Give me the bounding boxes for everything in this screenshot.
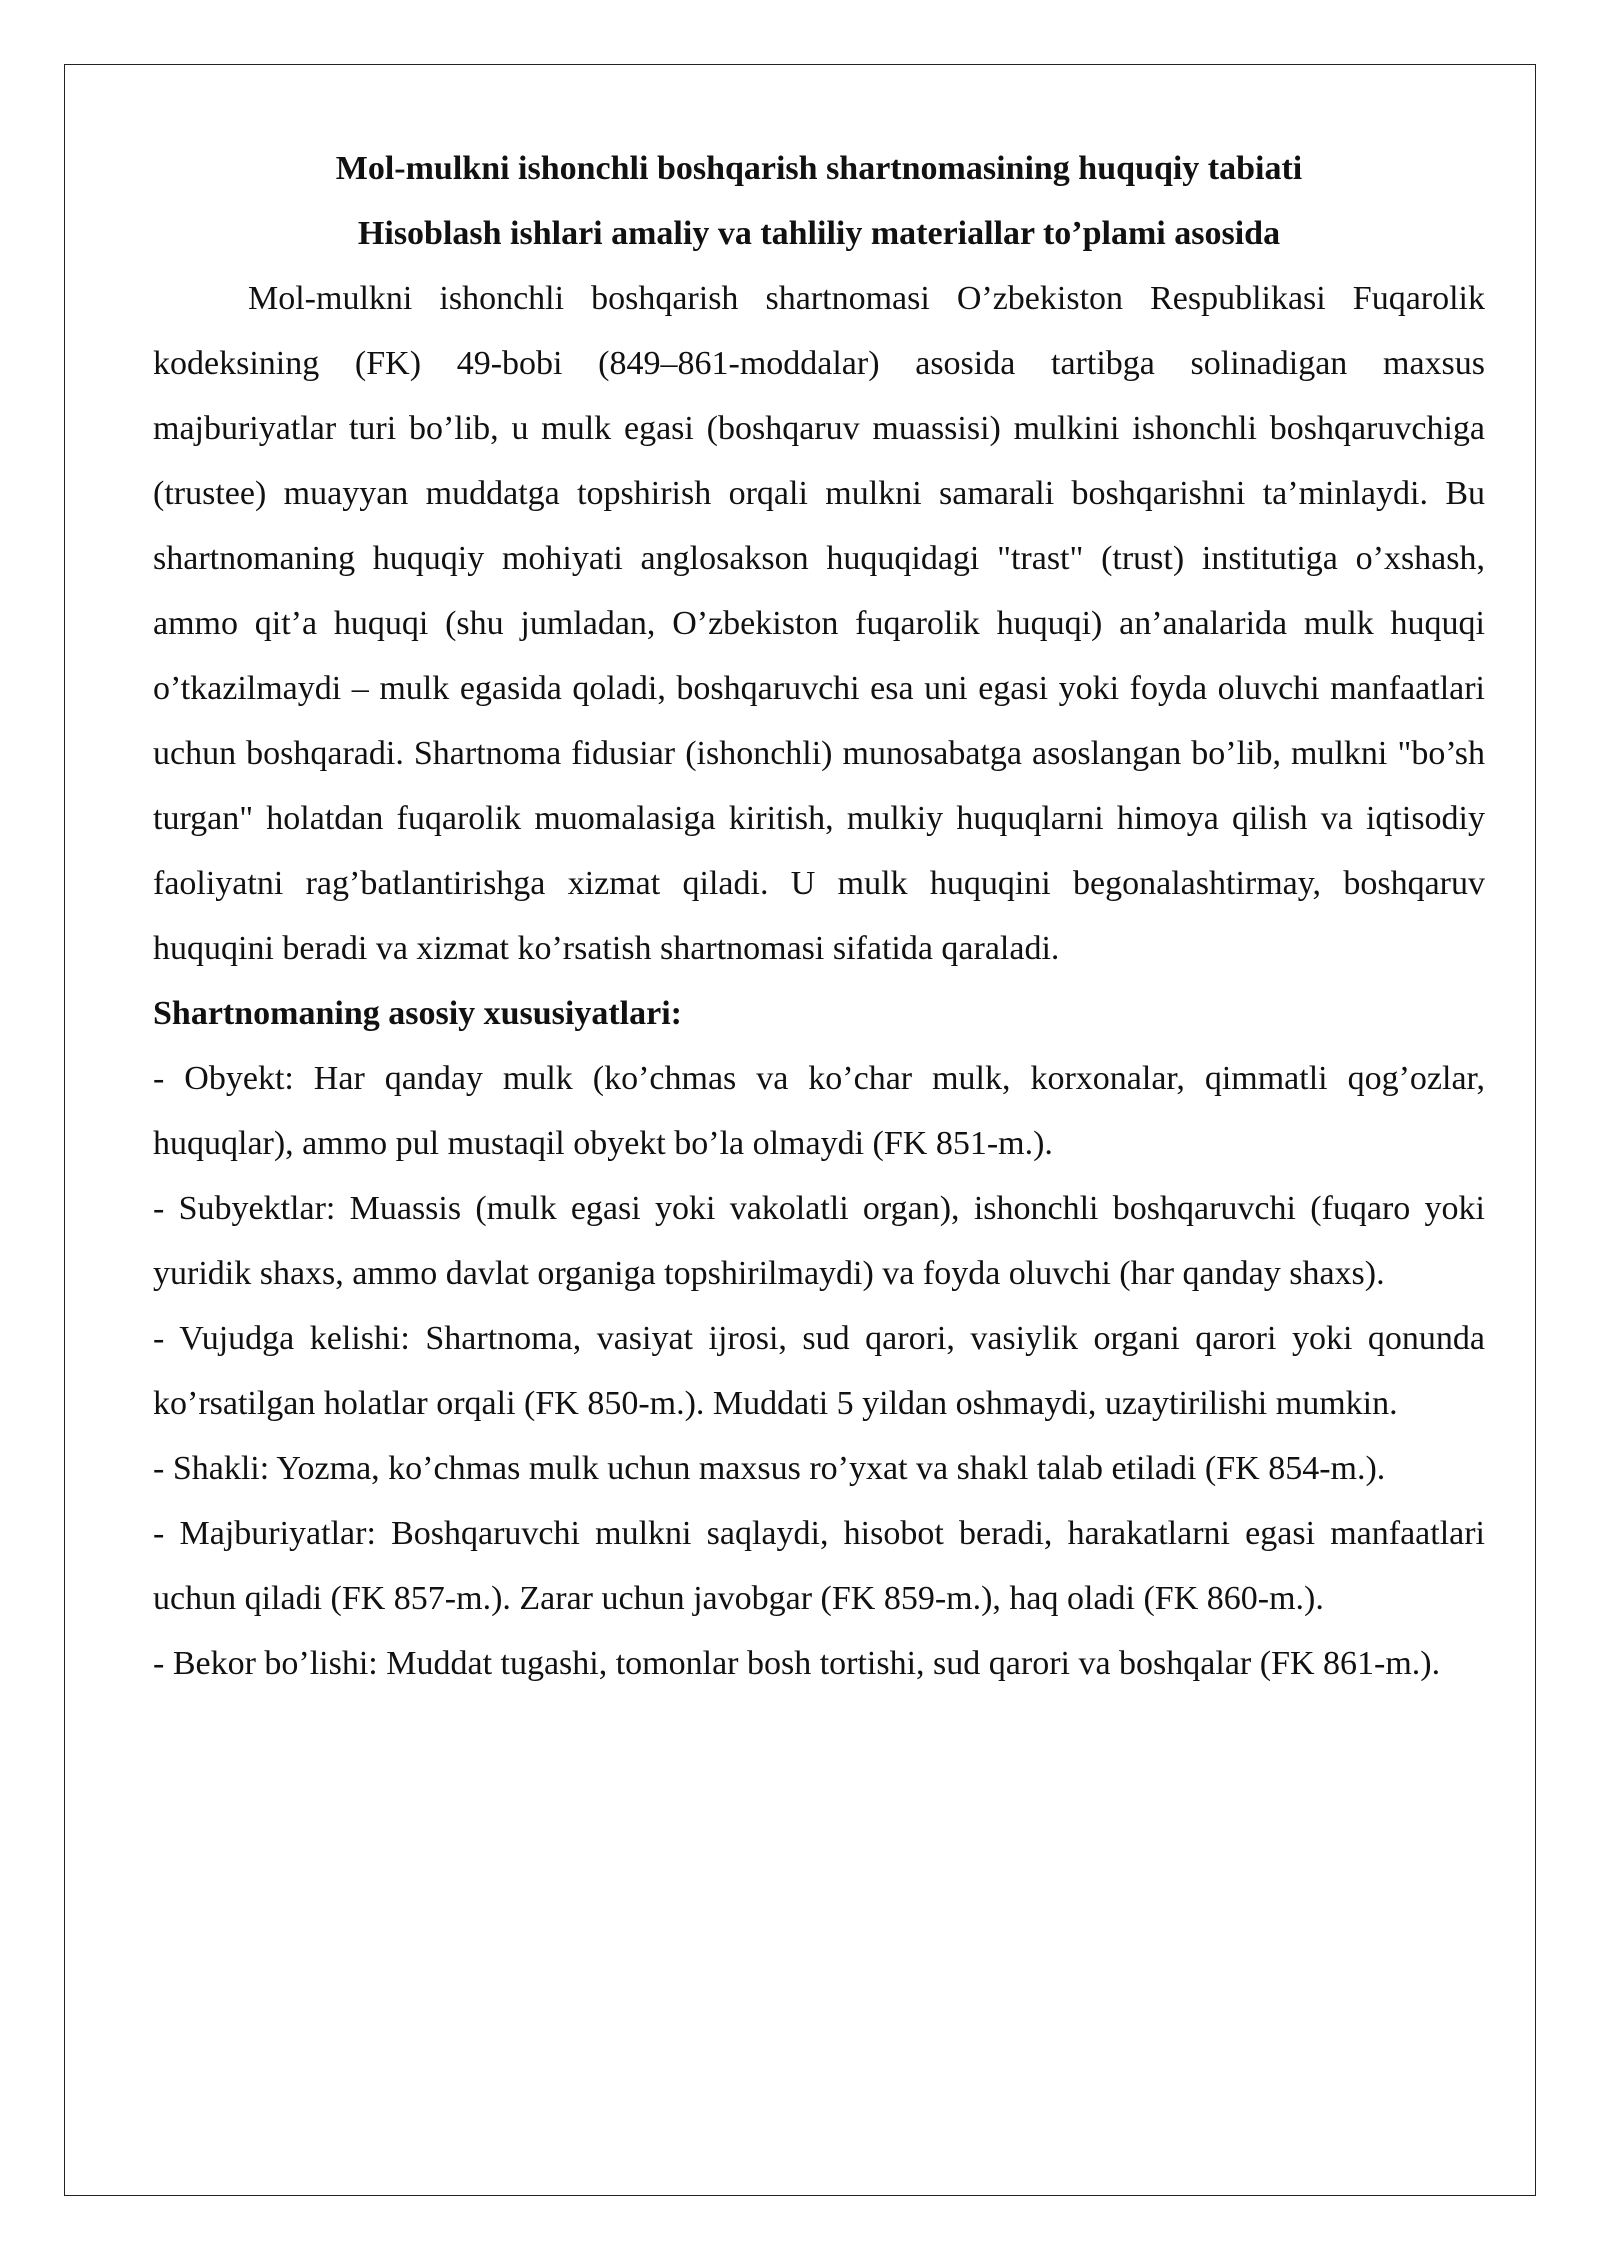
feature-item-object: - Obyekt: Har qanday mulk (ko’chmas va ko’char mulk, korxonalar, qimmatli qog’ozlar, huquqlar), ammo pul mustaqil obyekt bo’la olmaydi (FK 851-m.). (153, 1060, 1485, 1162)
document-body (153, 136, 1485, 1696)
feature-item-form: - Shakli: Yozma, ko’chmas mulk uchun maxsus ro’yxat va shakl talab etiladi (FK 854-m.). (153, 1450, 1386, 1487)
document-title: Mol-mulkni ishonchli boshqarish shartnomasining huquqiy tabiati (335, 150, 1303, 187)
feature-item-termination: - Bekor bo’lishi: Muddat tugashi, tomonlar bosh tortishi, sud qarori va boshqalar (FK 861-m.). (153, 1645, 1441, 1682)
document-subtitle: Hisoblash ishlari amaliy va tahliliy materiallar to’plami asosida (357, 215, 1281, 252)
feature-item-obligations: - Majburiyatlar: Boshqaruvchi mulkni saqlaydi, hisobot beradi, harakatlarni egasi manfaatlari uchun qiladi (FK 857-m.). Zarar uchun javobgar (FK 859-m.), haq oladi (FK 860-m.). (153, 1515, 1485, 1617)
features-heading: Shartnomaning asosiy xususiyatlari: (153, 995, 682, 1032)
intro-paragraph: Mol-mulkni ishonchli boshqarish shartnomasi O’zbekiston Respublikasi Fuqarolik kodeksining (FK) 49-bobi (849–861-moddalar) asosida tartibga solinadigan maxsus majburiyatlar turi bo’lib, u mulk egasi (boshqaruv muassisi) mulkini ishonchli boshqaruvchiga (trustee) muayyan muddatga topshirish orqali mulkni samarali boshqarishni ta’minlaydi. Bu shartnomaning huquqiy mohiyati anglosakson huquqidagi "trast" (trust) institutiga o’xshash, ammo qit’a huquqi (shu jumladan, O’zbekiston fuqarolik huquqi) an’analarida mulk huquqi o’tkazilmaydi – mulk egasida qoladi, boshqaruvchi esa uni egasi yoki foyda oluvchi manfaatlari uchun boshqaradi. Shartnoma fidusiar (ishonchli) munosabatga asoslangan bo’lib, mulkni "bo’sh turgan" holatdan fuqarolik muomalasiga kiritish, mulkiy huquqlarni himoya qilish va iqtisodiy faoliyatni rag’batlantirishga xizmat qiladi. U mulk huquqini begonalashtirmay, boshqaruv huquqini beradi va xizmat ko’rsatish shartnomasi sifatida qaraladi. (153, 280, 1485, 967)
feature-item-origin: - Vujudga kelishi: Shartnoma, vasiyat ijrosi, sud qarori, vasiylik organi qarori yoki qonunda ko’rsatilgan holatlar orqali (FK 850-m.). Muddati 5 yildan oshmaydi, uzaytirilishi mumkin. (153, 1320, 1485, 1422)
feature-item-subjects: - Subyektlar: Muassis (mulk egasi yoki vakolatli organ), ishonchli boshqaruvchi (fuqaro yoki yuridik shaxs, ammo davlat organiga topshirilmaydi) va foyda oluvchi (har qanday shaxs). (153, 1190, 1485, 1292)
